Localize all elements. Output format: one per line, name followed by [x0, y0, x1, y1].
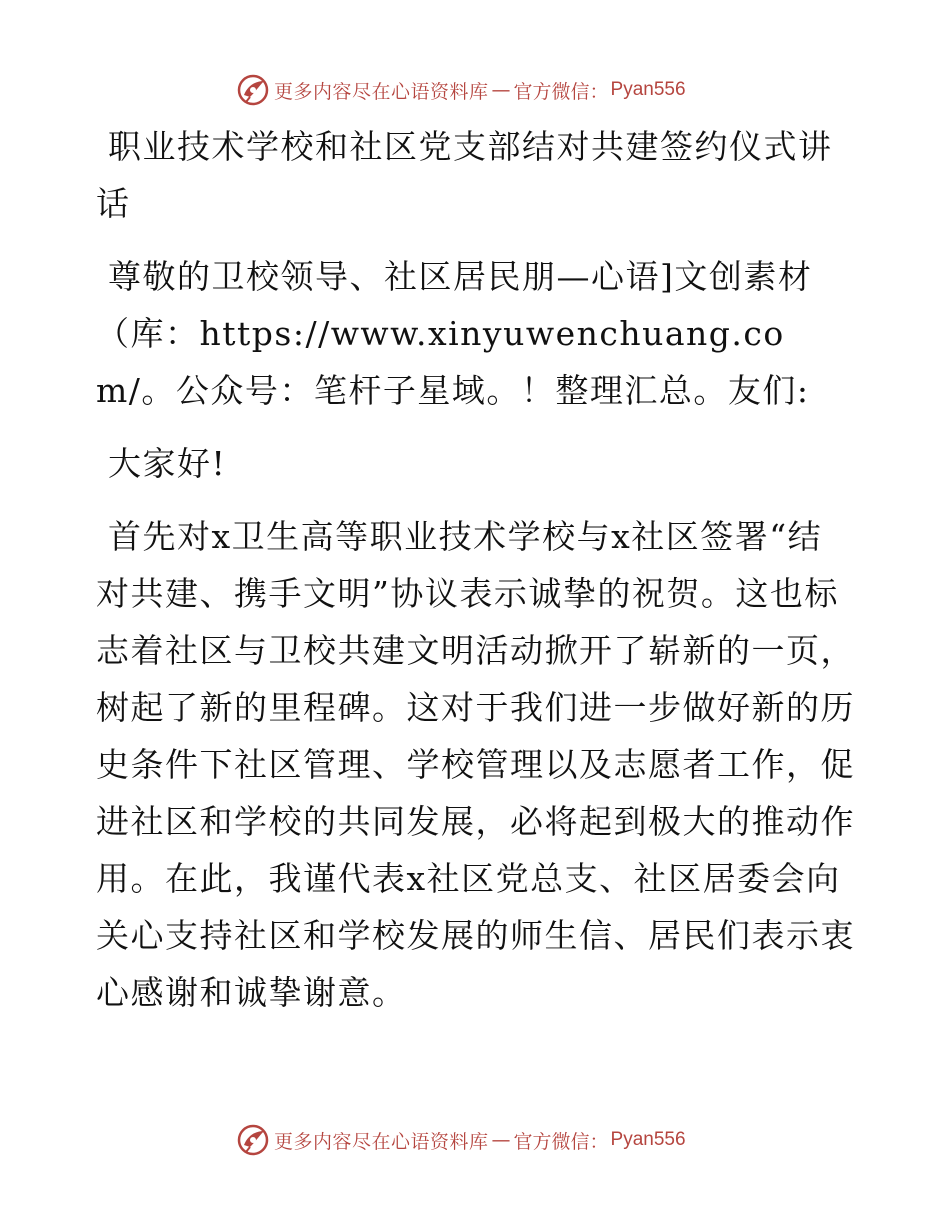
paragraph-greeting-address: 尊敬的卫校领导、社区居民朋—心语]文创素材（库：https://www.xinyuwenchuang.com/。公众号：笔杆子星域。！整理汇总。友们: — [96, 257, 813, 410]
banner-wechat-id: Pyan556 — [610, 79, 686, 100]
logo-icon — [236, 1123, 270, 1157]
document-body — [96, 118, 856, 1037]
banner-dash: — — [491, 79, 511, 101]
banner-wechat-label: 官方微信： — [513, 1130, 609, 1153]
document-title: 职业技术学校和社区党支部结对共建签约仪式讲话 — [96, 127, 833, 223]
paragraph-main: 首先对x卫生高等职业技术学校与x社区签署“结对共建、携手文明”协议表示诚挚的祝贺。这也标志着社区与卫校共建文明活动掀开了崭新的一页，树起了新的里程碑。这对于我们进一步做好新的历史条件下社区管理、学校管理以及志愿者工作，促进社区和学校的共同发展，必将起到极大的推动作用。在此，我谨代表x社区党总支、社区居委会向关心支持社区和学校发展的师生信、居民们表示衷心感谢和诚挚谢意。 — [96, 517, 855, 1012]
footer-watermark-banner — [236, 1122, 716, 1158]
paragraph-hello: 大家好! — [108, 444, 227, 483]
header-watermark-banner — [236, 72, 716, 108]
banner-wechat-id: Pyan556 — [610, 1129, 686, 1150]
banner-wechat-label: 官方微信： — [513, 80, 609, 103]
banner-dash: — — [491, 1129, 511, 1151]
logo-icon — [236, 73, 270, 107]
banner-site-text: 更多内容尽在心语资料库 — [274, 1130, 489, 1153]
banner-site-text: 更多内容尽在心语资料库 — [274, 80, 489, 103]
